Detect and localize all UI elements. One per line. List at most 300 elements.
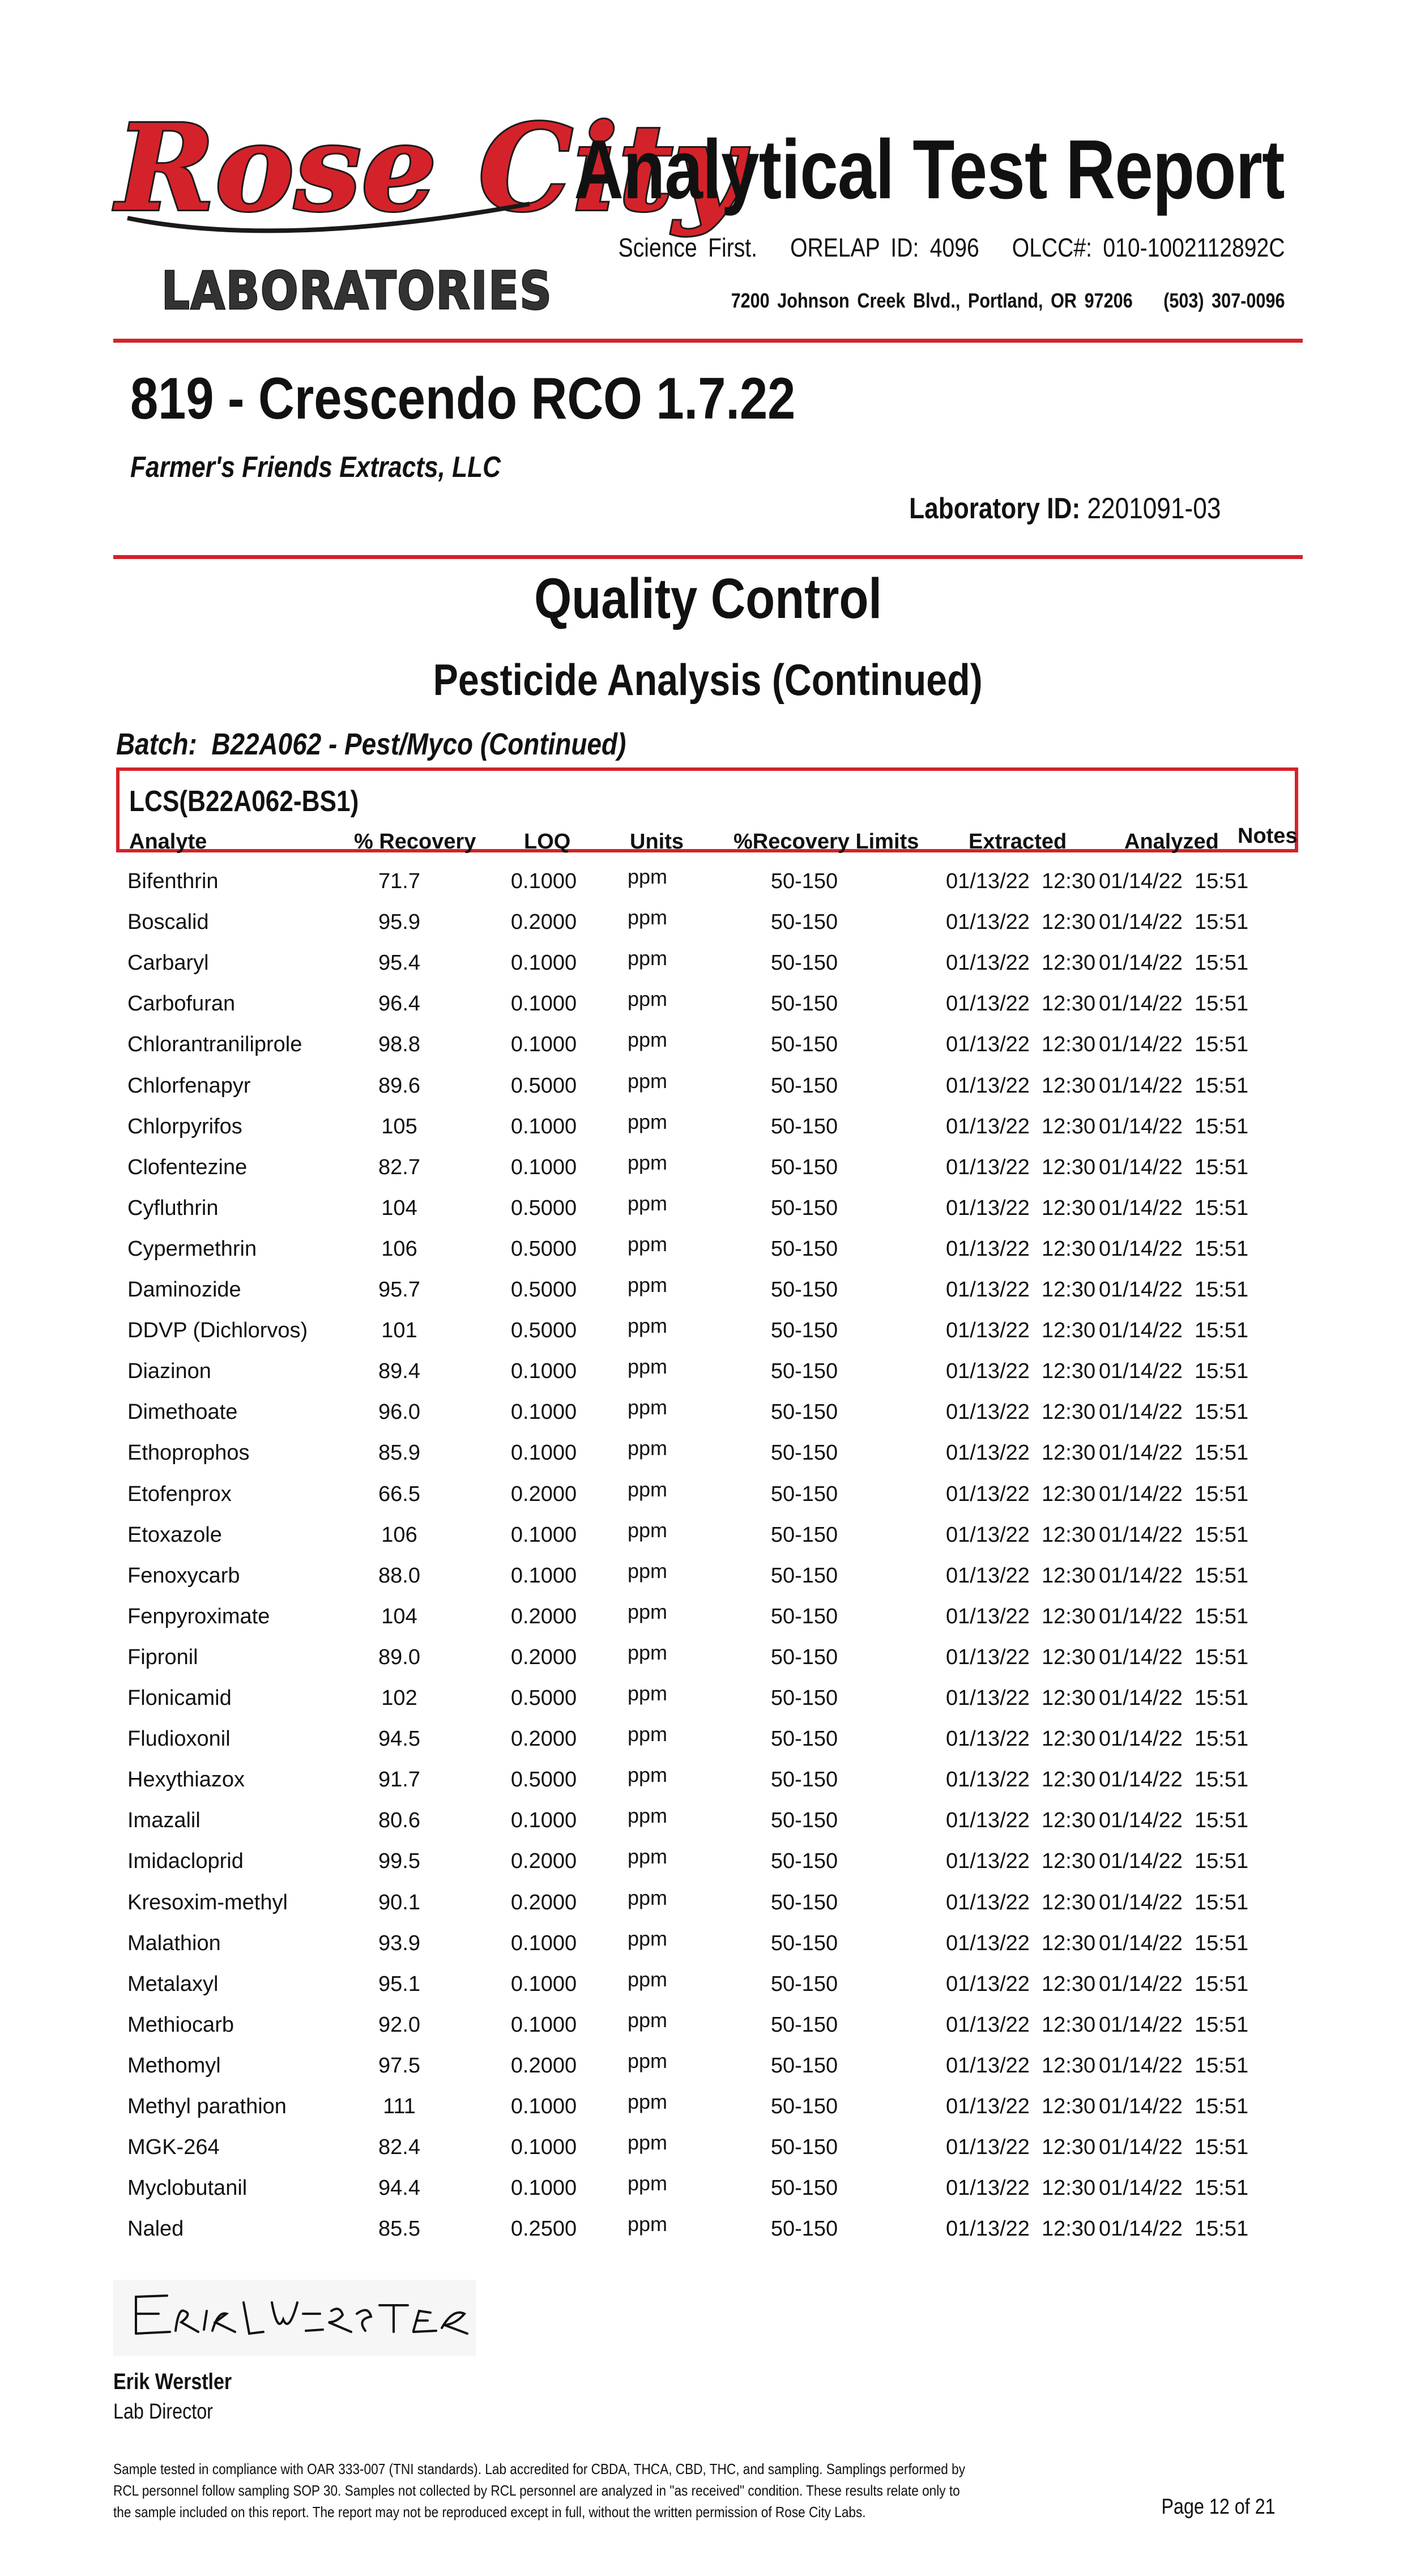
cell-units: ppm <box>628 946 668 970</box>
cell-analyte: Methiocarb <box>127 2012 234 2037</box>
cell-analyte: Imidacloprid <box>127 1849 244 1874</box>
cell-loq: 0.1000 <box>510 1155 577 1179</box>
section-divider <box>113 555 1303 559</box>
cell-extracted: 01/13/22 12:30 <box>946 1849 1096 1874</box>
cell-units: ppm <box>628 1682 668 1705</box>
cell-loq: 0.5000 <box>510 1686 577 1710</box>
lcs-label: LCS(B22A062-BS1) <box>129 785 359 818</box>
cell-analyte: Daminozide <box>127 1278 241 1302</box>
cell-recovery: 85.5 <box>378 2217 420 2241</box>
table-row <box>0 1396 1416 1441</box>
cell-units: ppm <box>628 1191 668 1215</box>
cell-analyzed: 01/14/22 15:51 <box>1099 1522 1249 1547</box>
cell-analyte: Carbofuran <box>127 992 236 1016</box>
table-row <box>0 1967 1416 2013</box>
cell-loq: 0.5000 <box>510 1073 577 1098</box>
cell-analyzed: 01/14/22 15:51 <box>1099 1604 1249 1628</box>
cell-units: ppm <box>628 2212 668 2236</box>
cell-loq: 0.1000 <box>510 1522 577 1547</box>
table-row <box>0 1763 1416 1809</box>
cell-limits: 50-150 <box>770 1522 838 1547</box>
cell-extracted: 01/13/22 12:30 <box>946 1155 1096 1179</box>
cell-analyte: Imazalil <box>127 1809 201 1833</box>
cell-limits: 50-150 <box>770 1931 838 1955</box>
cell-units: ppm <box>628 1028 668 1052</box>
cell-extracted: 01/13/22 12:30 <box>946 1319 1096 1343</box>
cell-analyzed: 01/14/22 15:51 <box>1099 1441 1249 1465</box>
cell-limits: 50-150 <box>770 1400 838 1425</box>
cell-limits: 50-150 <box>770 1236 838 1261</box>
cell-units: ppm <box>628 1559 668 1583</box>
laboratory-id-label: Laboratory ID: <box>909 492 1080 525</box>
cell-recovery: 106 <box>381 1236 417 1261</box>
cell-limits: 50-150 <box>770 1768 838 1792</box>
cell-loq: 0.1000 <box>510 1114 577 1138</box>
cell-extracted: 01/13/22 12:30 <box>946 1890 1096 1914</box>
cell-units: ppm <box>628 1314 668 1338</box>
cell-analyte: Bifenthrin <box>127 869 219 893</box>
cell-recovery: 82.4 <box>378 2135 420 2160</box>
cell-recovery: 89.0 <box>378 1645 420 1669</box>
cell-analyzed: 01/14/22 15:51 <box>1099 2053 1249 2078</box>
cell-limits: 50-150 <box>770 1563 838 1588</box>
cell-units: ppm <box>628 1886 668 1909</box>
table-row <box>0 2090 1416 2135</box>
col-header-units: Units <box>630 830 684 854</box>
cell-analyte: Malathion <box>127 1931 221 1955</box>
cell-limits: 50-150 <box>770 1319 838 1343</box>
table-row <box>0 1232 1416 1278</box>
cell-extracted: 01/13/22 12:30 <box>946 1359 1096 1384</box>
cell-loq: 0.1000 <box>510 1972 577 1996</box>
col-header-analyte: Analyte <box>129 830 207 854</box>
cell-analyte: Kresoxim-methyl <box>127 1890 288 1914</box>
table-row <box>0 2131 1416 2176</box>
cell-loq: 0.2000 <box>510 1890 577 1914</box>
cell-loq: 0.1000 <box>510 2012 577 2037</box>
cell-recovery: 106 <box>381 1522 417 1547</box>
cell-recovery: 95.9 <box>378 910 420 935</box>
cell-loq: 0.1000 <box>510 1563 577 1588</box>
signer-title: Lab Director <box>113 2400 213 2424</box>
cell-units: ppm <box>628 1477 668 1501</box>
cell-analyzed: 01/14/22 15:51 <box>1099 2135 1249 2160</box>
cell-recovery: 95.1 <box>378 1972 420 1996</box>
cell-extracted: 01/13/22 12:30 <box>946 910 1096 935</box>
cell-units: ppm <box>628 2049 668 2072</box>
cell-analyzed: 01/14/22 15:51 <box>1099 951 1249 975</box>
cell-extracted: 01/13/22 12:30 <box>946 1522 1096 1547</box>
cell-analyte: Myclobutanil <box>127 2176 248 2200</box>
cell-recovery: 95.4 <box>378 951 420 975</box>
cell-units: ppm <box>628 1926 668 1950</box>
cell-extracted: 01/13/22 12:30 <box>946 2217 1096 2241</box>
client-name: Farmer's Friends Extracts, LLC <box>130 451 501 484</box>
cell-analyzed: 01/14/22 15:51 <box>1099 1931 1249 1955</box>
cell-analyzed: 01/14/22 15:51 <box>1099 1686 1249 1710</box>
cell-recovery: 98.8 <box>378 1033 420 1057</box>
cell-analyzed: 01/14/22 15:51 <box>1099 869 1249 893</box>
cell-analyzed: 01/14/22 15:51 <box>1099 1155 1249 1179</box>
cell-limits: 50-150 <box>770 1972 838 1996</box>
cell-analyzed: 01/14/22 15:51 <box>1099 2095 1249 2118</box>
cell-limits: 50-150 <box>770 992 838 1016</box>
cell-analyte: Chlorantraniliprole <box>127 1033 302 1057</box>
table-row <box>0 1640 1416 1686</box>
cell-units: ppm <box>628 1722 668 1746</box>
table-row <box>0 1314 1416 1359</box>
laboratory-id <box>909 492 1221 526</box>
cell-extracted: 01/13/22 12:30 <box>946 1441 1096 1465</box>
cell-extracted: 01/13/22 12:30 <box>946 2176 1096 2200</box>
cell-analyte: Flonicamid <box>127 1686 232 1710</box>
cell-extracted: 01/13/22 12:30 <box>946 1686 1096 1710</box>
cell-analyte: Hexythiazox <box>127 1768 245 1792</box>
cell-limits: 50-150 <box>770 1441 838 1465</box>
table-row <box>0 865 1416 910</box>
table-row <box>0 987 1416 1033</box>
table-row <box>0 1804 1416 1849</box>
cell-analyte: Diazinon <box>127 1359 211 1384</box>
cell-loq: 0.1000 <box>510 992 577 1016</box>
cell-loq: 0.1000 <box>510 2095 577 2118</box>
cell-analyte: Fludioxonil <box>127 1727 231 1751</box>
cell-limits: 50-150 <box>770 1482 838 1506</box>
cell-analyte: Methomyl <box>127 2053 221 2078</box>
cell-limits: 50-150 <box>770 869 838 893</box>
cell-limits: 50-150 <box>770 2095 838 2118</box>
cell-extracted: 01/13/22 12:30 <box>946 1033 1096 1057</box>
cell-analyte: Clofentezine <box>127 1155 248 1179</box>
table-row <box>0 2049 1416 2095</box>
col-header-recovery-limits: %Recovery Limits <box>733 830 919 854</box>
col-header-recovery: % Recovery <box>354 830 476 854</box>
cell-extracted: 01/13/22 12:30 <box>946 2095 1096 2118</box>
col-header-extracted: Extracted <box>969 830 1067 854</box>
cell-analyte: MGK-264 <box>127 2135 220 2160</box>
cell-units: ppm <box>628 1600 668 1623</box>
cell-analyzed: 01/14/22 15:51 <box>1099 1319 1249 1343</box>
page-number: Page 12 of 21 <box>1161 2495 1276 2519</box>
cell-analyte: Fenoxycarb <box>127 1563 240 1588</box>
cell-units: ppm <box>628 1110 668 1133</box>
cell-loq: 0.2000 <box>510 1727 577 1751</box>
cell-units: ppm <box>628 865 668 888</box>
cell-limits: 50-150 <box>770 910 838 935</box>
cell-limits: 50-150 <box>770 1809 838 1833</box>
cell-extracted: 01/13/22 12:30 <box>946 1114 1096 1138</box>
cell-analyte: Methyl parathion <box>127 2095 287 2118</box>
cell-recovery: 95.7 <box>378 1278 420 1302</box>
cell-loq: 0.1000 <box>510 2176 577 2200</box>
table-row <box>0 1069 1416 1115</box>
signer-name: Erik Werstler <box>113 2369 232 2394</box>
cell-recovery: 71.7 <box>378 869 420 893</box>
cell-analyzed: 01/14/22 15:51 <box>1099 910 1249 935</box>
cell-analyzed: 01/14/22 15:51 <box>1099 1114 1249 1138</box>
cell-loq: 0.1000 <box>510 1400 577 1425</box>
cell-recovery: 80.6 <box>378 1809 420 1833</box>
col-header-analyzed: Analyzed <box>1124 830 1219 854</box>
cell-analyzed: 01/14/22 15:51 <box>1099 1727 1249 1751</box>
table-row <box>0 1559 1416 1605</box>
cell-limits: 50-150 <box>770 1155 838 1179</box>
cell-limits: 50-150 <box>770 1196 838 1220</box>
cell-analyzed: 01/14/22 15:51 <box>1099 1645 1249 1669</box>
cell-loq: 0.1000 <box>510 869 577 893</box>
cell-recovery: 104 <box>381 1604 417 1628</box>
cell-recovery: 88.0 <box>378 1563 420 1588</box>
rose-city-logo <box>110 96 743 266</box>
cell-extracted: 01/13/22 12:30 <box>946 1278 1096 1302</box>
cell-extracted: 01/13/22 12:30 <box>946 1645 1096 1669</box>
table-row <box>0 1600 1416 1645</box>
cell-limits: 50-150 <box>770 2053 838 2078</box>
cell-extracted: 01/13/22 12:30 <box>946 1073 1096 1098</box>
table-row <box>0 1110 1416 1155</box>
table-row <box>0 1722 1416 1768</box>
cell-analyte: Etofenprox <box>127 1482 232 1506</box>
table-row <box>0 2172 1416 2217</box>
cell-analyzed: 01/14/22 15:51 <box>1099 1400 1249 1425</box>
report-title: Analytical Test Report <box>574 123 1285 216</box>
cell-analyte: Chlorpyrifos <box>127 1114 242 1138</box>
cell-loq: 0.5000 <box>510 1196 577 1220</box>
cell-analyte: Dimethoate <box>127 1400 238 1425</box>
cell-extracted: 01/13/22 12:30 <box>946 869 1096 893</box>
table-row <box>0 906 1416 951</box>
cell-extracted: 01/13/22 12:30 <box>946 2012 1096 2037</box>
cell-units: ppm <box>628 2131 668 2155</box>
table-row <box>0 1028 1416 1073</box>
cell-extracted: 01/13/22 12:30 <box>946 1236 1096 1261</box>
logo-laboratories-text: LABORATORIES <box>161 261 553 321</box>
table-row <box>0 1926 1416 1972</box>
col-header-notes: Notes <box>1238 824 1298 848</box>
cell-units: ppm <box>628 1763 668 1787</box>
cell-recovery: 96.4 <box>378 992 420 1016</box>
table-row <box>0 1682 1416 1727</box>
cell-analyzed: 01/14/22 15:51 <box>1099 1768 1249 1792</box>
cell-extracted: 01/13/22 12:30 <box>946 992 1096 1016</box>
section-title <box>0 566 1416 632</box>
table-row <box>0 1518 1416 1564</box>
cell-analyte: Cypermethrin <box>127 1236 257 1261</box>
cell-recovery: 92.0 <box>378 2012 420 2037</box>
cell-loq: 0.1000 <box>510 1809 577 1833</box>
cell-recovery: 82.7 <box>378 1155 420 1179</box>
cell-analyte: DDVP (Dichlorvos) <box>127 1319 308 1343</box>
cell-limits: 50-150 <box>770 2217 838 2241</box>
logo-script-text: Rose City <box>116 98 743 238</box>
cell-recovery: 104 <box>381 1196 417 1220</box>
cell-extracted: 01/13/22 12:30 <box>946 1196 1096 1220</box>
cell-recovery: 102 <box>381 1686 417 1710</box>
section-subtitle <box>0 654 1416 706</box>
cell-limits: 50-150 <box>770 1645 838 1669</box>
cell-loq: 0.1000 <box>510 951 577 975</box>
cell-analyte: Carbaryl <box>127 951 209 975</box>
cell-analyzed: 01/14/22 15:51 <box>1099 1809 1249 1833</box>
cell-recovery: 85.9 <box>378 1441 420 1465</box>
cell-recovery: 89.6 <box>378 1073 420 1098</box>
cell-limits: 50-150 <box>770 951 838 975</box>
cell-extracted: 01/13/22 12:30 <box>946 2053 1096 2078</box>
cell-recovery: 97.5 <box>378 2053 420 2078</box>
cell-limits: 50-150 <box>770 2012 838 2037</box>
cell-units: ppm <box>628 1640 668 1664</box>
cell-analyte: Fenpyroximate <box>127 1604 270 1628</box>
table-row <box>0 1886 1416 1931</box>
cell-units: ppm <box>628 1232 668 1256</box>
cell-extracted: 01/13/22 12:30 <box>946 1482 1096 1506</box>
cell-analyte: Boscalid <box>127 910 209 935</box>
cell-units: ppm <box>628 1845 668 1869</box>
cell-recovery: 94.5 <box>378 1727 420 1751</box>
cell-units: ppm <box>628 1355 668 1379</box>
cell-analyzed: 01/14/22 15:51 <box>1099 1236 1249 1261</box>
col-header-loq: LOQ <box>524 830 571 854</box>
cell-recovery: 91.7 <box>378 1768 420 1792</box>
cell-analyzed: 01/14/22 15:51 <box>1099 1482 1249 1506</box>
cell-recovery: 111 <box>383 2095 416 2118</box>
footer-disclaimer: Sample tested in compliance with OAR 333-007 (TNI standards). Lab accredited for CBDA, THCA, CBD, THC, and sampling. Samplings performed by RCL personnel follow sampling SOP 30. Samples not collected by RCL personnel are analyzed in "as received" condition. These results relate only to the sample included on this report. The report may not be reproduced except in full, without the written permission of Rose City Labs. <box>113 2460 966 2520</box>
cell-analyzed: 01/14/22 15:51 <box>1099 1563 1249 1588</box>
cell-recovery: 99.5 <box>378 1849 420 1874</box>
cell-units: ppm <box>628 1150 668 1174</box>
cell-loq: 0.1000 <box>510 2135 577 2160</box>
cell-units: ppm <box>628 2008 668 2032</box>
table-row <box>0 1191 1416 1237</box>
cell-recovery: 105 <box>381 1114 417 1138</box>
cell-limits: 50-150 <box>770 1727 838 1751</box>
cell-analyzed: 01/14/22 15:51 <box>1099 1849 1249 1874</box>
cell-analyte: Etoxazole <box>127 1522 222 1547</box>
signature-image <box>113 2280 476 2356</box>
cell-analyte: Fipronil <box>127 1645 198 1669</box>
sample-name: 819 - Crescendo RCO 1.7.22 <box>130 366 796 432</box>
cell-loq: 0.2000 <box>510 1849 577 1874</box>
cell-loq: 0.2000 <box>510 1645 577 1669</box>
lab-address: 7200 Johnson Creek Blvd., Portland, OR 97206 (503) 307-0096 <box>731 289 1285 312</box>
cell-units: ppm <box>628 1436 668 1460</box>
cell-extracted: 01/13/22 12:30 <box>946 1727 1096 1751</box>
cell-analyzed: 01/14/22 15:51 <box>1099 1033 1249 1057</box>
table-row <box>0 1845 1416 1890</box>
cell-units: ppm <box>628 906 668 929</box>
table-row <box>0 1477 1416 1523</box>
cell-limits: 50-150 <box>770 1114 838 1138</box>
cell-recovery: 96.0 <box>378 1400 420 1425</box>
cell-units: ppm <box>628 1273 668 1296</box>
cell-units: ppm <box>628 1396 668 1419</box>
cell-extracted: 01/13/22 12:30 <box>946 1931 1096 1955</box>
cell-analyzed: 01/14/22 15:51 <box>1099 1359 1249 1384</box>
table-row <box>0 1150 1416 1196</box>
cell-units: ppm <box>628 1069 668 1093</box>
cell-units: ppm <box>628 1804 668 1828</box>
cell-units: ppm <box>628 987 668 1011</box>
cell-analyzed: 01/14/22 15:51 <box>1099 1972 1249 1996</box>
cell-loq: 0.2000 <box>510 910 577 935</box>
cell-loq: 0.1000 <box>510 1033 577 1057</box>
cell-extracted: 01/13/22 12:30 <box>946 1972 1096 1996</box>
batch-label: Batch: B22A062 - Pest/Myco (Continued) <box>116 727 626 761</box>
cell-limits: 50-150 <box>770 1359 838 1384</box>
cell-extracted: 01/13/22 12:30 <box>946 1400 1096 1425</box>
cell-analyzed: 01/14/22 15:51 <box>1099 1278 1249 1302</box>
cell-loq: 0.2500 <box>510 2217 577 2241</box>
section-title-text: Quality Control <box>534 567 882 630</box>
cell-loq: 0.2000 <box>510 1604 577 1628</box>
cell-loq: 0.5000 <box>510 1768 577 1792</box>
cell-limits: 50-150 <box>770 1686 838 1710</box>
cell-limits: 50-150 <box>770 2135 838 2160</box>
cell-loq: 0.2000 <box>510 2053 577 2078</box>
header-divider <box>113 339 1303 343</box>
cell-units: ppm <box>628 2172 668 2195</box>
cell-analyzed: 01/14/22 15:51 <box>1099 992 1249 1016</box>
cell-loq: 0.5000 <box>510 1278 577 1302</box>
cell-extracted: 01/13/22 12:30 <box>946 951 1096 975</box>
cell-recovery: 90.1 <box>378 1890 420 1914</box>
cell-analyzed: 01/14/22 15:51 <box>1099 1073 1249 1098</box>
laboratory-id-value: 2201091-03 <box>1087 492 1221 525</box>
cell-loq: 0.5000 <box>510 1236 577 1261</box>
cell-analyte: Ethoprophos <box>127 1441 250 1465</box>
table-row <box>0 946 1416 992</box>
cell-recovery: 94.4 <box>378 2176 420 2200</box>
cell-extracted: 01/13/22 12:30 <box>946 1604 1096 1628</box>
cell-analyte: Naled <box>127 2217 184 2241</box>
cell-analyte: Cyfluthrin <box>127 1196 219 1220</box>
lab-credentials: Science First. ORELAP ID: 4096 OLCC#: 010-1002112892C <box>618 233 1285 262</box>
cell-analyzed: 01/14/22 15:51 <box>1099 1196 1249 1220</box>
cell-limits: 50-150 <box>770 2176 838 2200</box>
cell-analyte: Metalaxyl <box>127 1972 219 1996</box>
cell-recovery: 66.5 <box>378 1482 420 1506</box>
cell-analyte: Chlorfenapyr <box>127 1073 251 1098</box>
cell-analyzed: 01/14/22 15:51 <box>1099 1890 1249 1914</box>
cell-units: ppm <box>628 1967 668 1991</box>
cell-loq: 0.2000 <box>510 1482 577 1506</box>
section-subtitle-text: Pesticide Analysis (Continued) <box>433 655 983 705</box>
cell-units: ppm <box>628 2090 668 2113</box>
cell-loq: 0.1000 <box>510 1931 577 1955</box>
cell-limits: 50-150 <box>770 1849 838 1874</box>
cell-limits: 50-150 <box>770 1073 838 1098</box>
cell-recovery: 101 <box>381 1319 417 1343</box>
cell-loq: 0.1000 <box>510 1359 577 1384</box>
cell-recovery: 89.4 <box>378 1359 420 1384</box>
cell-analyzed: 01/14/22 15:51 <box>1099 2217 1249 2241</box>
table-row <box>0 2212 1416 2258</box>
cell-limits: 50-150 <box>770 1890 838 1914</box>
table-row <box>0 1355 1416 1400</box>
cell-loq: 0.1000 <box>510 1441 577 1465</box>
cell-extracted: 01/13/22 12:30 <box>946 1768 1096 1792</box>
cell-analyzed: 01/14/22 15:51 <box>1099 2176 1249 2200</box>
cell-extracted: 01/13/22 12:30 <box>946 2135 1096 2160</box>
table-row <box>0 1273 1416 1319</box>
cell-limits: 50-150 <box>770 1604 838 1628</box>
cell-analyzed: 01/14/22 15:51 <box>1099 2012 1249 2037</box>
cell-extracted: 01/13/22 12:30 <box>946 1809 1096 1833</box>
cell-units: ppm <box>628 1518 668 1542</box>
table-row <box>0 2008 1416 2054</box>
cell-extracted: 01/13/22 12:30 <box>946 1563 1096 1588</box>
cell-loq: 0.5000 <box>510 1319 577 1343</box>
